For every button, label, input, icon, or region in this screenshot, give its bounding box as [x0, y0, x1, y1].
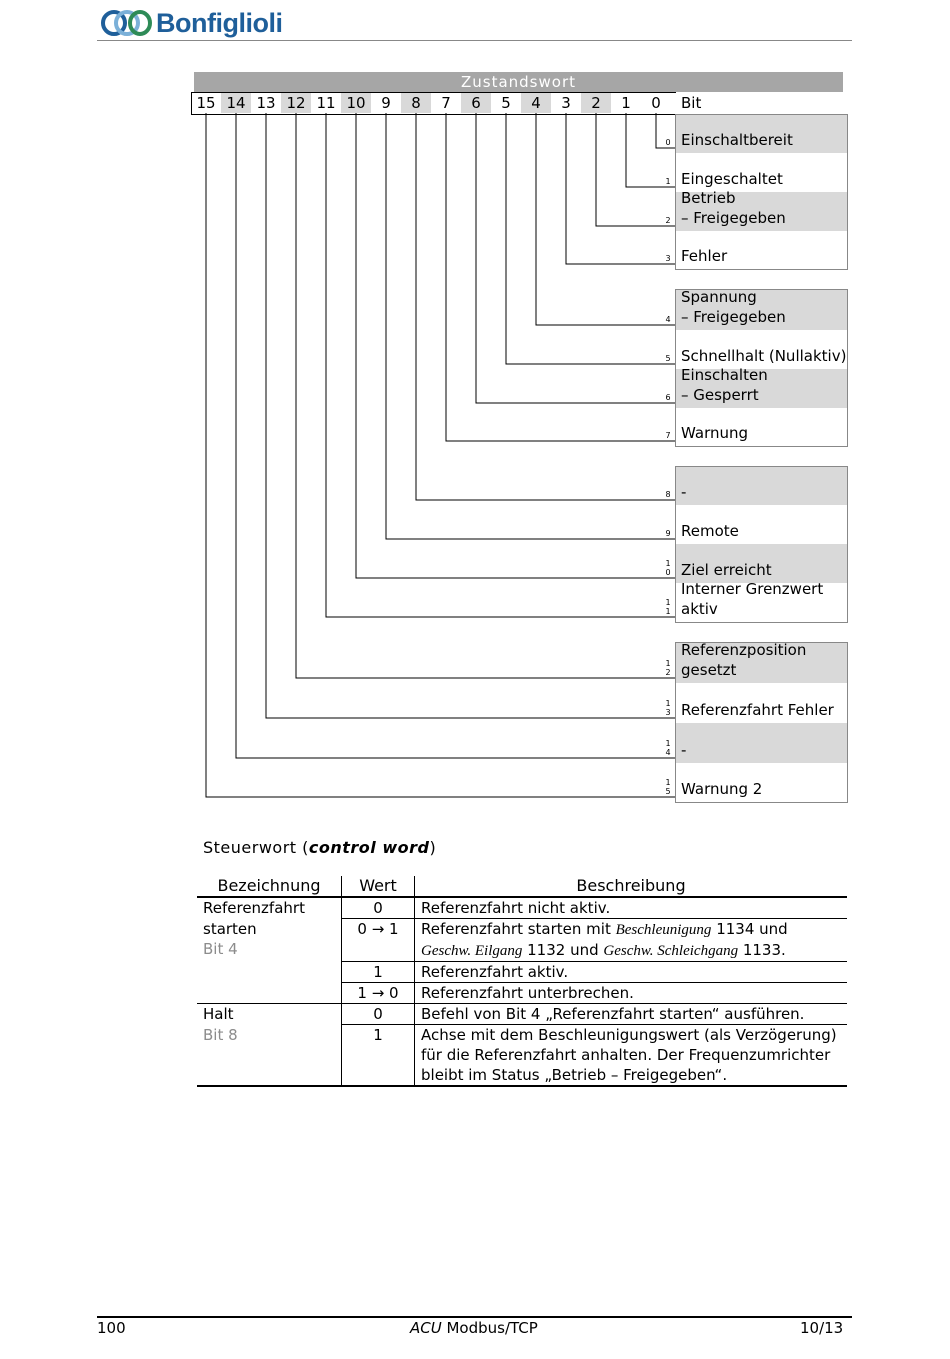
bit-index-7: 7 — [665, 431, 671, 440]
bit-description-5: Schnellhalt (Nullaktiv) — [681, 347, 847, 365]
control-word-title: Steuerwort (control word) — [203, 838, 437, 857]
bit-index-12: 1 2 — [665, 659, 671, 677]
bit-description-12: Referenzposition gesetzt — [681, 641, 807, 679]
footer-rule — [97, 1316, 852, 1318]
connector-bit-7 — [446, 113, 675, 441]
bit-number-1: 1 — [621, 94, 631, 112]
bit-index-2: 2 — [665, 216, 671, 225]
bit-description-1: Eingeschaltet — [681, 170, 783, 188]
bit-number-6: 6 — [461, 93, 491, 113]
bit-number-0: 0 — [651, 94, 661, 112]
bit-description-0: Einschaltbereit — [681, 131, 793, 149]
bit-description-6: Einschalten – Gesperrt — [681, 366, 768, 404]
bit-index-5: 5 — [665, 354, 671, 363]
table-header-row — [197, 876, 847, 897]
bit-description-14: - — [681, 741, 687, 759]
bit-number-2: 2 — [581, 93, 611, 113]
bit-number-11: 11 — [316, 94, 336, 112]
bit-label: Bit — [681, 94, 702, 112]
connector-bit-8 — [416, 113, 675, 500]
bit-number-12: 12 — [281, 93, 311, 113]
bit-index-9: 9 — [665, 529, 671, 538]
col-bezeichnung: Bezeichnung — [197, 876, 342, 897]
connector-bit-13 — [266, 113, 675, 718]
connector-bit-5 — [506, 113, 675, 364]
bit-index-11: 1 1 — [665, 598, 671, 616]
bit-description-10: Ziel erreicht — [681, 561, 772, 579]
connector-bit-14 — [236, 113, 675, 758]
bit-description-11: Interner Grenzwert aktiv — [681, 580, 824, 618]
bit-index-13: 1 3 — [665, 699, 671, 717]
bit-number-7: 7 — [441, 94, 451, 112]
bit-description-4: Spannung – Freigegeben — [681, 288, 786, 326]
bit-number-14: 14 — [221, 93, 251, 113]
bit-number-5: 5 — [501, 94, 511, 112]
bit-index-6: 6 — [665, 393, 671, 402]
doc-date: 10/13 — [800, 1319, 844, 1337]
bit-description-15: Warnung 2 — [681, 780, 763, 798]
row-desc-rich: Referenzfahrt starten mit Beschleunigung 1134 und Geschw. Eilgang 1132 und Geschw. Schleichgang 1133. — [415, 919, 848, 962]
col-beschreibung: Beschreibung — [415, 876, 848, 897]
bit-index-3: 3 — [665, 254, 671, 263]
control-word-table — [197, 876, 847, 1087]
bit-number-15: 15 — [196, 94, 216, 112]
bit-description-13: Referenzfahrt Fehler — [681, 701, 834, 719]
connector-bit-10 — [356, 113, 675, 578]
connector-bit-3 — [566, 113, 675, 264]
description-shade — [676, 723, 847, 763]
bit-number-3: 3 — [561, 94, 571, 112]
col-wert: Wert — [342, 876, 415, 897]
brand-name: Bonfiglioli — [156, 7, 283, 38]
bit-index-8: 8 — [665, 490, 671, 499]
bit-number-9: 9 — [381, 94, 391, 112]
bit-description-2: Betrieb – Freigegeben — [681, 189, 786, 227]
bit-index-0: 0 — [665, 138, 671, 147]
connector-bit-11 — [326, 113, 675, 617]
table-row: Bit 8 1 Achse mit dem Beschleunigungswert (als Verzögerung) für die Referenzfahrt anhalten. Der Frequenzumrichter bleibt im Status „Betrieb – Freigegeben“. — [197, 1025, 847, 1087]
table-row: Referenzfahrt 0 Referenzfahrt nicht aktiv. — [197, 897, 847, 919]
status-word-title: Zustandswort — [194, 72, 843, 92]
connector-bit-2 — [596, 113, 675, 226]
connector-bit-1 — [626, 113, 675, 187]
page-number: 100 — [97, 1319, 126, 1337]
bit-index-1: 1 — [665, 177, 671, 186]
connector-bit-9 — [386, 113, 675, 539]
table-row: Halt 0 Befehl von Bit 4 „Referenzfahrt starten“ ausführen. — [197, 1004, 847, 1025]
connector-bit-4 — [536, 113, 675, 325]
bit-description-9: Remote — [681, 522, 739, 540]
bit-description-7: Warnung — [681, 424, 749, 442]
doc-title: ACU Modbus/TCP — [410, 1319, 538, 1337]
connector-bit-15 — [206, 113, 675, 797]
bit-index-4: 4 — [665, 315, 671, 324]
connector-bit-12 — [296, 113, 675, 678]
bit-index-14: 1 4 — [665, 739, 671, 757]
bit-index-15: 1 5 — [665, 778, 671, 796]
bit-number-8: 8 — [401, 93, 431, 113]
bit-description-8: - — [681, 483, 687, 501]
table-row: 1 Referenzfahrt aktiv. — [197, 962, 847, 983]
table-row: 1 → 0 Referenzfahrt unterbrechen. — [197, 983, 847, 1004]
bit-number-4: 4 — [521, 93, 551, 113]
bit-index-10: 1 0 — [665, 559, 671, 577]
description-shade — [676, 467, 847, 505]
bit-number-13: 13 — [256, 94, 276, 112]
bit-description-3: Fehler — [681, 247, 728, 265]
table-row: starten Bit 4 0 → 1 Referenzfahrt starten mit Beschleunigung 1134 und Geschw. Eilgang 1132 und Geschw. Schleichgang 1133. — [197, 919, 847, 962]
bit-number-10: 10 — [341, 93, 371, 113]
